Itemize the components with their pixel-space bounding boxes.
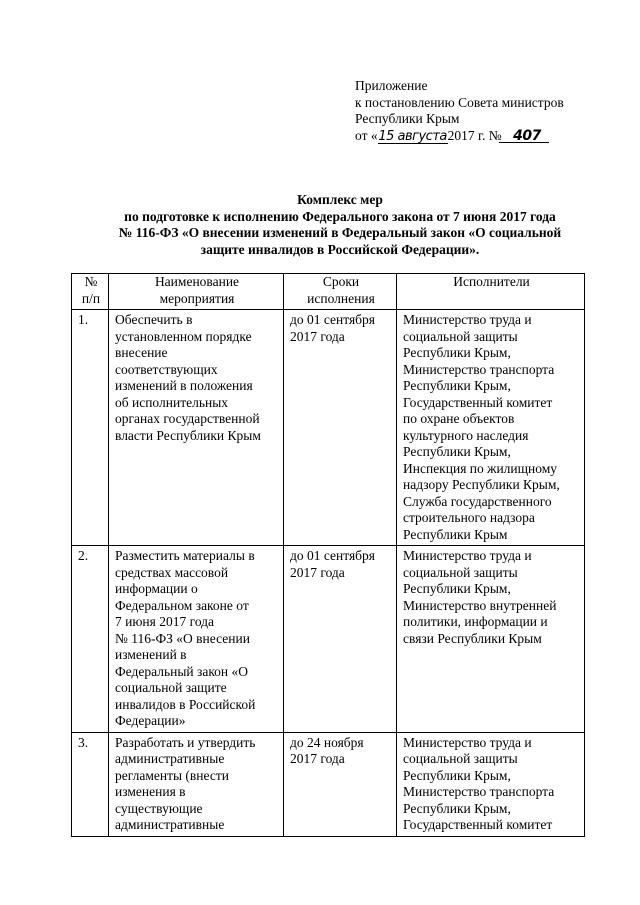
cell-line: Министерство труда и	[403, 734, 532, 750]
cell-line: Исполнители	[453, 274, 530, 289]
cell-line: Наименование	[154, 274, 240, 289]
cell-line: Государственный комитет	[403, 394, 553, 410]
cell-line: Разработать и утвердить	[115, 734, 256, 750]
header-executors	[397, 274, 585, 310]
cell-line: до 24 ноября	[290, 734, 364, 750]
cell-line: по охране объектов	[403, 411, 515, 426]
cell-line: соответствующих	[115, 361, 218, 377]
cell-line: Республики Крым,	[403, 444, 511, 459]
cell-line: административные	[115, 817, 225, 832]
row-executors	[397, 546, 585, 733]
cell-line: об исполнительных	[115, 394, 229, 410]
document-title	[60, 192, 620, 258]
cell-line: 7 июня 2017 года	[115, 614, 215, 629]
cell-line: строительного надзора	[403, 510, 535, 525]
cell-line: органах государственной	[115, 411, 260, 426]
cell-line: Министерство труда и	[403, 312, 532, 327]
cell-line: власти Республики Крым	[115, 427, 261, 443]
cell-line: до 01 сентября	[290, 312, 376, 327]
row-executors	[397, 732, 585, 836]
cell-line: Государственный комитет	[403, 817, 553, 832]
cell-line: мероприятия	[159, 290, 235, 306]
date-prefix: от «	[355, 127, 378, 143]
date-suffix: 2017 г. №	[447, 127, 502, 143]
cell-line: Республики Крым,	[403, 581, 511, 596]
table-row	[72, 310, 585, 546]
appendix-date-line	[355, 128, 564, 146]
row-executors	[397, 310, 585, 546]
measures-table	[71, 273, 585, 837]
row-deadline	[284, 732, 397, 836]
cell-line: Министерство транспорта	[403, 784, 555, 799]
title-line-4: защите инвалидов в Российской Федерации».	[200, 241, 480, 257]
cell-line: изменений в	[115, 647, 187, 662]
cell-line: до 01 сентября	[290, 548, 376, 563]
cell-line: Обеспечить в	[115, 312, 193, 327]
cell-line: регламенты (внести	[115, 767, 229, 783]
cell-line: Разместить материалы в	[115, 548, 255, 563]
cell-line: Служба государственного	[403, 493, 552, 509]
title-line-3: № 116-ФЗ «О внесении изменений в Федеральный закон «О социальной	[118, 225, 562, 240]
cell-line: Республики Крым,	[403, 378, 511, 393]
cell-line: Федеральном законе от	[115, 597, 249, 613]
cell-line: административные	[115, 751, 225, 766]
cell-line: Республики Крым,	[403, 800, 511, 816]
cell-line: изменения в	[115, 784, 186, 799]
title-line-1: Комплекс мер	[297, 192, 383, 207]
cell-line: Сроки	[322, 274, 360, 289]
row-number: 3.	[72, 732, 109, 836]
cell-line: Республики Крым	[403, 526, 508, 542]
cell-line: Министерство транспорта	[403, 361, 555, 377]
appendix-block	[355, 78, 564, 145]
cell-line: социальной защиты	[403, 751, 518, 766]
appendix-line-2: к постановлению Совета министров	[355, 94, 564, 110]
cell-line: политики, информации и	[403, 614, 548, 629]
cell-line: Республики Крым,	[403, 345, 511, 360]
row-measure	[109, 546, 284, 733]
cell-line: инвалидов в Российской	[115, 696, 256, 712]
row-number: 1.	[72, 310, 109, 546]
header-num	[72, 274, 109, 310]
cell-line: внесение	[115, 345, 168, 360]
cell-line: Министерство внутренней	[403, 597, 557, 613]
cell-line: Республики Крым,	[403, 767, 511, 783]
cell-line: социальной защиты	[403, 328, 518, 344]
cell-line: 2017 года	[290, 751, 345, 766]
cell-line: информации о	[115, 581, 198, 596]
cell-line: Инспекция по жилищному	[403, 460, 558, 476]
appendix-line-1: Приложение	[355, 78, 428, 93]
handwritten-number: 407	[505, 128, 549, 145]
header-name	[109, 274, 284, 310]
table-header-row	[72, 274, 585, 310]
cell-line: культурного наследия	[403, 427, 529, 443]
row-deadline	[284, 310, 397, 546]
cell-line: № 116-ФЗ «О внесении	[115, 630, 250, 646]
table-row	[72, 546, 585, 733]
row-measure	[109, 310, 284, 546]
header-deadline	[284, 274, 397, 310]
cell-line: социальной защите	[115, 680, 227, 695]
table-row	[72, 732, 585, 836]
handwritten-date: 15 августа	[378, 128, 447, 144]
cell-line: изменений в положения	[115, 378, 253, 393]
cell-line: установленном порядке	[115, 328, 252, 344]
row-number: 2.	[72, 546, 109, 733]
cell-line: связи Республики Крым	[403, 630, 542, 646]
row-measure	[109, 732, 284, 836]
cell-line: Министерство труда и	[403, 548, 532, 563]
cell-line: 2017 года	[290, 564, 345, 580]
cell-line: Федерации»	[115, 713, 186, 728]
appendix-line-3: Республики Крым	[355, 111, 460, 126]
cell-line: социальной защиты	[403, 564, 518, 580]
row-deadline	[284, 546, 397, 733]
cell-line: 2017 года	[290, 328, 345, 344]
cell-line: исполнения	[307, 290, 375, 306]
cell-line: Федеральный закон «О	[115, 663, 249, 679]
title-line-2: по подготовке к исполнению Федерального закона от 7 июня 2017 года	[124, 208, 556, 224]
cell-line: №	[84, 274, 98, 289]
cell-line: надзору Республики Крым,	[403, 477, 560, 492]
cell-line: п/п	[81, 290, 101, 306]
cell-line: существующие	[115, 800, 203, 816]
cell-line: средствах массовой	[115, 564, 229, 580]
